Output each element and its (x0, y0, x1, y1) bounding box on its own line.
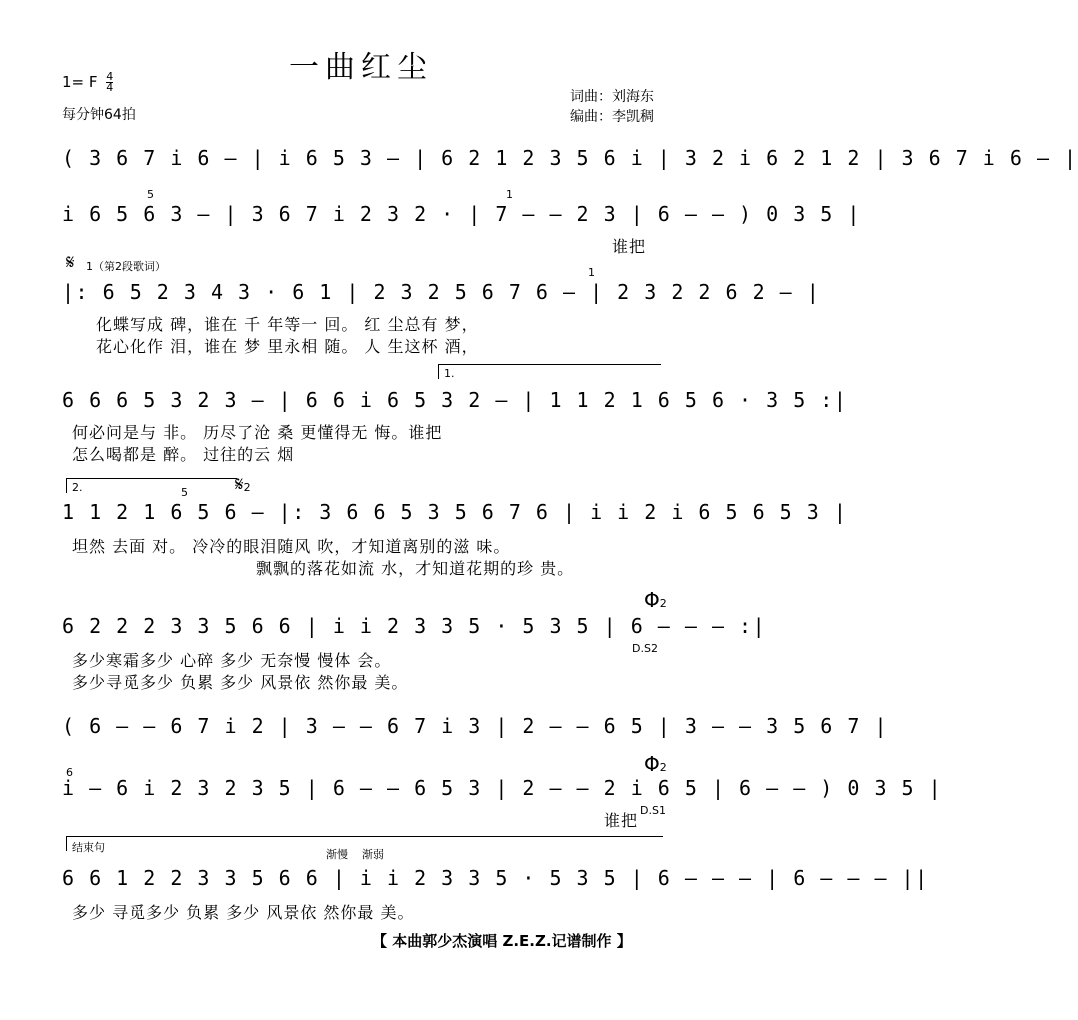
coda-sign-2: Φ (644, 752, 660, 776)
segno-2-sign: 𝄋 (235, 472, 244, 496)
ds2-mark: D.S2 (632, 642, 658, 655)
coda-1 (644, 588, 667, 612)
coda-2 (644, 752, 667, 776)
volta-1: 1. (444, 367, 455, 380)
lyric-v1-row6: 多少寒霜多少 心碎 多少 无奈慢 慢体 会。 (72, 651, 392, 670)
volta-2-bracket (66, 478, 237, 493)
score-row-4: 6 6 6 5 3 2 3 – | 6 6 i 6 5 3 2 – | 1 1 2 1 6 5 6 · 3 5 :| (62, 388, 848, 412)
time-signature (106, 72, 113, 93)
ending-label: 结束句 (72, 841, 105, 854)
lyric-row9: 多少 寻觅多少 负累 多少 风景依 然你最 美。 (72, 903, 415, 922)
lyric-row8-end: 谁把 (604, 811, 639, 830)
slowing-label: 渐慢 (326, 848, 348, 861)
lyric-v2-row4: 怎么喝都是 醉。 过往的云 烟 (72, 445, 295, 464)
tempo: 每分钟64拍 (62, 107, 136, 123)
pickup-lyric: 谁把 (612, 237, 647, 256)
grace-5b: 5 (181, 486, 188, 499)
coda-number-2: 2 (659, 761, 667, 774)
volta-1-bracket (438, 364, 661, 379)
segno-2 (235, 472, 251, 496)
score-row-2: i 6 5 6 3 – | 3 6 7 i 2 3 2 · | 7 – – 2 3 | 6 – – ) 0 3 5 | (62, 202, 861, 226)
lyric-v1-row5: 坦然 去面 对。 冷冷的眼泪随风 吹，才知道离别的滋 味。 (72, 537, 511, 556)
grace-1: 1 (506, 188, 513, 201)
time-bottom: 4 (106, 81, 114, 94)
grace-1b: 1 (588, 266, 595, 279)
lyric-v1-row4: 何必问是与 非。 历尽了沧 桑 更懂得无 悔。谁把 (72, 423, 443, 442)
grace-5: 5 (147, 188, 154, 201)
lyric-v2-row5: 飘飘的落花如流 水，才知道花期的珍 贵。 (256, 559, 575, 578)
score-row-5: 1 1 2 1 6 5 6 – |: 3 6 6 5 3 5 6 7 6 | i i 2 i 6 5 6 5 3 | (62, 500, 848, 524)
verse-note: 1（第2段歌词） (86, 260, 166, 273)
coda-sign: Φ (644, 588, 660, 612)
score-row-9: 6 6 1 2 2 3 3 5 6 6 | i i 2 3 3 5 · 5 3 5 | 6 – – – | 6 – – – || (62, 866, 929, 890)
key-label: 1= F (62, 73, 98, 91)
time-top: 4 (106, 70, 114, 83)
weakening-label: 渐弱 (362, 848, 384, 861)
page-title: 一曲红尘 (289, 50, 433, 85)
lyric-v1-row3: 化蝶写成 碑，谁在 千 年等一 回。 红 尘总有 梦， (96, 315, 479, 334)
footer-credit: 【 本曲郭少杰演唱 Z.E.Z.记谱制作 】 (372, 932, 632, 950)
grace-6: 6 (66, 766, 73, 779)
segno-2-number: 2 (243, 481, 251, 494)
ds1-mark: D.S1 (640, 804, 666, 817)
score-row-6: 6 2 2 2 3 3 5 6 6 | i i 2 3 3 5 · 5 3 5 | 6 – – – :| (62, 614, 767, 638)
segno-1: 𝄋 (66, 250, 75, 274)
score-row-8: i – 6 i 2 3 2 3 5 | 6 – – 6 5 3 | 2 – – 2 i 6 5 | 6 – – ) 0 3 5 | (62, 776, 943, 800)
lyric-v2-row3: 花心化作 泪，谁在 梦 里永相 随。 人 生这杯 酒， (96, 337, 479, 356)
score-row-3: |: 6 5 2 3 4 3 · 6 1 | 2 3 2 5 6 7 6 – | 2 3 2 2 6 2 – | (62, 280, 821, 304)
score-row-7: ( 6 – – 6 7 i 2 | 3 – – 6 7 i 3 | 2 – – 6 5 | 3 – – 3 5 6 7 | (62, 714, 889, 738)
coda-number: 2 (659, 597, 667, 610)
score-row-1: ( 3 6 7 i 6 – | i 6 5 3 – | 6 2 1 2 3 5 6 i | 3 2 i 6 2 1 2 | 3 6 7 i 6 – | (62, 146, 1078, 170)
lyric-v2-row6: 多少寻觅多少 负累 多少 风景依 然你最 美。 (72, 673, 409, 692)
volta-2: 2. (72, 481, 83, 494)
key-signature (62, 72, 113, 93)
arranger: 编曲：李凯稠 (570, 109, 654, 125)
lyricist: 词曲：刘海东 (570, 89, 654, 105)
